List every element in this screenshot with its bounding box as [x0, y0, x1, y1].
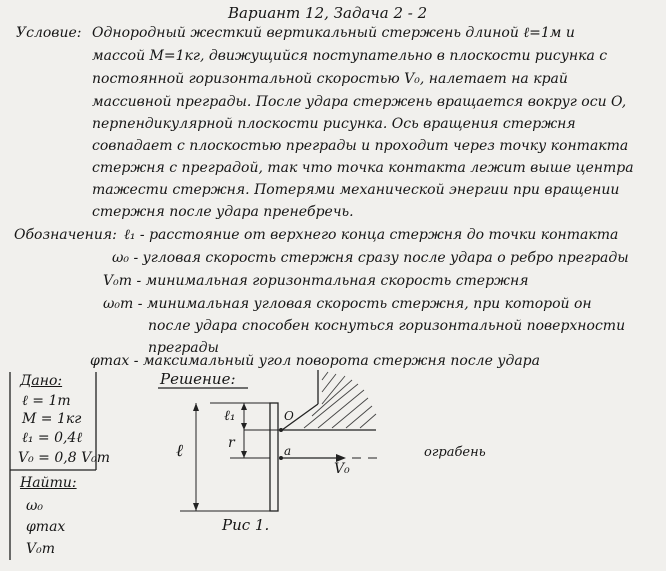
given-label: Дано:: [20, 373, 63, 389]
condition-label: Условие:: [16, 25, 82, 41]
label-edge: ограбень: [424, 445, 486, 460]
label-O: O: [284, 409, 294, 423]
notation-line-1: ℓ₁ - расстояние от верхнего конца стержня до точки контакта: [124, 227, 619, 243]
given-item-1: ℓ = 1m: [22, 393, 71, 409]
notation-line-5: после удара способен коснуться горизонтальной поверхности: [148, 318, 626, 334]
condition-line-2: массой M=1кг, движущийся поступательно в плоскости рисунка с: [92, 48, 608, 64]
find-item-1: ω₀: [26, 498, 44, 514]
condition-line-9: стержня после удара пренебречь.: [92, 204, 354, 220]
condition-line-3: постоянной горизонтальной скоростью V₀, налетает на край: [92, 71, 568, 87]
notation-line-3: V₀m - минимальная горизонтальная скорость стержня: [103, 273, 529, 289]
condition-line-5: перпендикулярной плоскости рисунка. Ось вращения стержня: [92, 116, 576, 132]
notation-line-4: ω₀m - минимальная угловая скорость стержня, при которой он: [103, 296, 592, 312]
label-v0: V₀: [334, 461, 350, 477]
find-item-2: φmax: [26, 519, 66, 535]
given-item-2: M = 1кг: [22, 411, 82, 427]
label-l1: ℓ₁: [224, 408, 236, 424]
find-label: Найти:: [20, 475, 77, 491]
condition-line-8: тажести стержня. Потерями механической энергии при вращении: [92, 182, 620, 198]
solution-label: Решение:: [160, 370, 236, 388]
point-a: [279, 456, 283, 460]
point-O: [279, 428, 283, 432]
find-item-3: V₀m: [26, 541, 55, 557]
condition-line-7: стержня с преградой, так что точка контакта лежит выше центра: [92, 160, 634, 176]
condition-line-1: Однородный жесткий вертикальный стержень длиной ℓ=1м и: [92, 25, 575, 41]
notation-label: Обозначения:: [14, 227, 117, 243]
notation-line-2: ω₀ - угловая скорость стержня сразу после удара о ребро преграды: [112, 250, 629, 266]
rod: [270, 403, 278, 511]
label-r: r: [228, 435, 235, 451]
notation-line-6: преграды: [148, 340, 219, 356]
label-a: a: [284, 444, 292, 458]
condition-line-4: массивной преграды. После удара стержень вращается вокруг оси O,: [92, 94, 627, 110]
page-title: Вариант 12, Задача 2 - 2: [228, 4, 428, 22]
notation-line-7: φmax - максимальный угол поворота стержня после удара: [90, 353, 540, 369]
given-item-3: ℓ₁ = 0,4ℓ: [22, 430, 83, 446]
figure-caption: Рис 1.: [222, 516, 270, 534]
condition-line-6: совпадает с плоскостью преграды и проходит через точку контакта: [92, 138, 629, 154]
label-l: ℓ: [176, 441, 184, 461]
given-item-4: V₀ = 0,8 V₀m: [18, 450, 111, 466]
